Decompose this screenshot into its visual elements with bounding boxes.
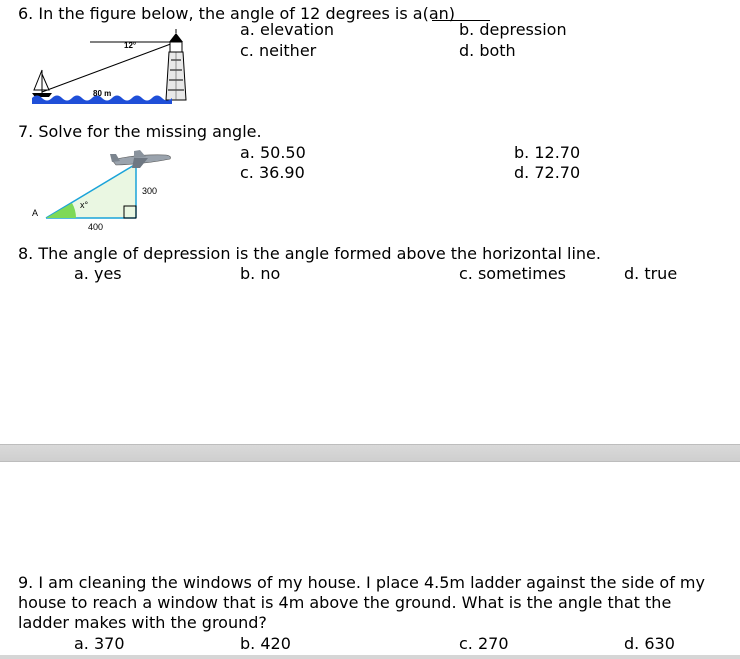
q7-height-label: 300 (142, 186, 158, 196)
q6-answer-blank[interactable] (432, 4, 490, 21)
line-of-sight (42, 42, 176, 92)
q7-option-a[interactable]: a. 50.50 (240, 143, 306, 162)
q6-option-c[interactable]: c. neither (240, 41, 317, 60)
q9-option-c[interactable]: c. 270 (459, 634, 509, 653)
angle-marker (46, 203, 76, 218)
q8-option-d[interactable]: d. true (624, 264, 678, 283)
q6-distance-label: 80 m (93, 89, 112, 98)
q7-vertex-label: A (32, 208, 39, 218)
q8-option-c[interactable]: c. sometimes (459, 264, 567, 283)
q9-option-a[interactable]: a. 370 (74, 634, 125, 653)
q8-option-a[interactable]: a. yes (74, 264, 122, 283)
page-divider (0, 444, 740, 462)
q7-option-d[interactable]: d. 72.70 (514, 163, 581, 182)
lighthouse-icon (166, 29, 186, 100)
q8-question: 8. The angle of depression is the angle formed above the horizontal line. (18, 244, 601, 263)
q7-base-label: 400 (88, 222, 104, 232)
sailboat-icon (32, 70, 52, 97)
q8-option-b[interactable]: b. no (240, 264, 281, 283)
q9-question: 9. I am cleaning the windows of my house. I place 4.5m ladder against the side of my house to reach a window that is 4m above the ground. What is the angle that the ladder makes with the ground? (18, 573, 705, 632)
q7-option-b[interactable]: b. 12.70 (514, 143, 581, 162)
q9-option-d[interactable]: d. 630 (624, 634, 675, 653)
bottom-divider (0, 655, 740, 659)
q7-question: 7. Solve for the missing angle. (18, 122, 262, 141)
q6-angle-label: 12° (124, 41, 137, 50)
q7-option-c[interactable]: c. 36.90 (240, 163, 305, 182)
q6-option-a[interactable]: a. elevation (240, 20, 335, 39)
airplane-icon (110, 150, 171, 168)
q9-option-b[interactable]: b. 420 (240, 634, 291, 653)
q6-question: 6. In the figure below, the angle of 12 degrees is a(an) (18, 4, 456, 23)
q6-option-b[interactable]: b. depression (459, 20, 567, 39)
q7-angle-label: x° (80, 200, 89, 210)
airplane-triangle-figure (36, 146, 186, 230)
q6-option-d[interactable]: d. both (459, 41, 516, 60)
